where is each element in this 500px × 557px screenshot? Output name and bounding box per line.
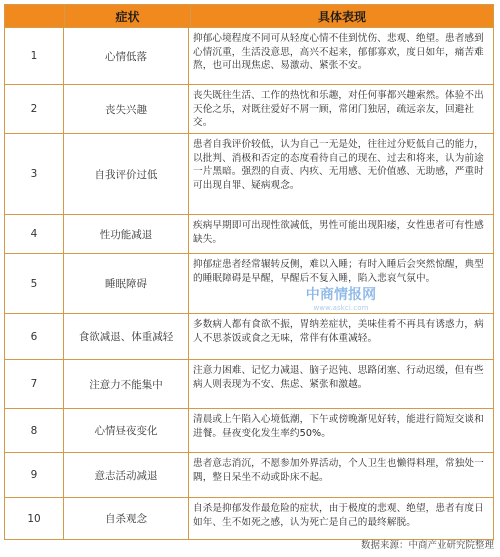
row-description: 清晨或上午陷入心境低潮，下午或傍晚渐见好转，能进行简短交谈和进餐。昼夜变化发生率约50%。 (193, 414, 484, 439)
table-row (5, 253, 493, 313)
row-description-text: 抑郁症患者经常辗转反侧，难以入睡；有时入睡后会突然惊醒，典型的睡眠障碍是早醒，早醒后不复入睡，陷入悲哀气氛中。 (193, 259, 484, 284)
table-row (5, 408, 493, 452)
data-source-note: 数据来源：中商产业研究院整理 (360, 540, 494, 551)
table-row (5, 359, 493, 408)
row-description: 患者意志消沉，不愿参加外界活动，个人卫生也懒得料理，常独处一隅，整日呆坐不动或卧床不起。 (193, 458, 484, 483)
table-row (5, 313, 493, 359)
row-symptom: 性功能减退 (64, 215, 189, 253)
row-description: 丧失既往生活、工作的热忱和乐趣，对任何事都兴趣索然。体验不出天伦之乐，对既往爱好不屑一顾，常闭门独居，疏远亲友，回避社交。 (193, 90, 484, 128)
row-symptom: 心情低落 (64, 28, 189, 84)
table-row (5, 452, 493, 497)
row-number: 2 (5, 85, 64, 133)
row-description: 疾病早期即可出现性欲减低，男性可能出现阳痿，女性患者可有性感缺失。 (193, 220, 484, 245)
watermark-logo (189, 289, 493, 315)
row-number: 7 (5, 360, 64, 408)
row-description: 注意力困难、记忆力减退、脑子迟钝、思路闭塞、行动迟缓，但有些病人则表现为不安、焦虑、紧张和激越。 (193, 365, 484, 390)
watermark-name: 中商情报网 (305, 287, 377, 303)
row-description: 患者自我评价较低，认为自己一无是处，往往过分贬低自己的能力，以批判、消极和否定的态度看待自己的现在、过去和将来，认为前途一片黑暗。强烈的自责、内疚、无用感、无价值感、无助感，严重时可出现自罪、疑病观念。 (193, 139, 484, 191)
row-symptom: 丧失兴趣 (64, 85, 189, 133)
row-number: 6 (5, 314, 64, 359)
row-symptom: 食欲减退、体重减轻 (64, 314, 189, 359)
row-description: 自杀是抑郁发作最危险的症状，由于极度的悲观、绝望，患者有度日如年、生不如死之感，认为死亡是自己的最终解脱。 (193, 503, 484, 528)
row-number: 5 (5, 254, 64, 313)
row-symptom: 注意力不能集中 (64, 360, 189, 408)
table-row (5, 84, 493, 133)
row-number: 8 (5, 409, 64, 452)
table-header (5, 5, 493, 27)
table-row (5, 133, 493, 214)
watermark-url: www.askci.com (313, 303, 369, 312)
row-description: 抑郁心境程度不同可从轻度心情不佳到忧伤、悲观、绝望。患者感到心情沉重，生活没意思，高兴不起来，郁郁寡欢，度日如年，痛苦难熬，也可出现焦虑、易激动、紧张不安。 (193, 33, 484, 71)
row-number: 3 (5, 134, 64, 214)
row-description (189, 254, 493, 313)
row-symptom: 睡眠障碍 (64, 254, 189, 313)
header-description: 具体表现 (317, 9, 366, 24)
header-number (5, 5, 65, 27)
table-row (5, 214, 493, 253)
row-number: 4 (5, 215, 64, 253)
table-row (5, 27, 493, 84)
row-symptom: 自我评价过低 (64, 134, 189, 214)
table-row (5, 497, 493, 539)
symptom-table (4, 4, 494, 540)
row-number: 10 (5, 498, 64, 539)
row-symptom: 意志活动减退 (64, 453, 189, 497)
row-symptom: 心情昼夜变化 (64, 409, 189, 452)
row-number: 1 (5, 28, 64, 84)
row-description: 多数病人都有食欲不振，胃纳差症状，美味佳肴不再具有诱惑力，病人不思茶饭或食之无味，常伴有体重减轻。 (193, 319, 484, 344)
header-symptom: 症状 (65, 5, 191, 27)
row-symptom: 自杀观念 (64, 498, 189, 539)
row-number: 9 (5, 453, 64, 497)
